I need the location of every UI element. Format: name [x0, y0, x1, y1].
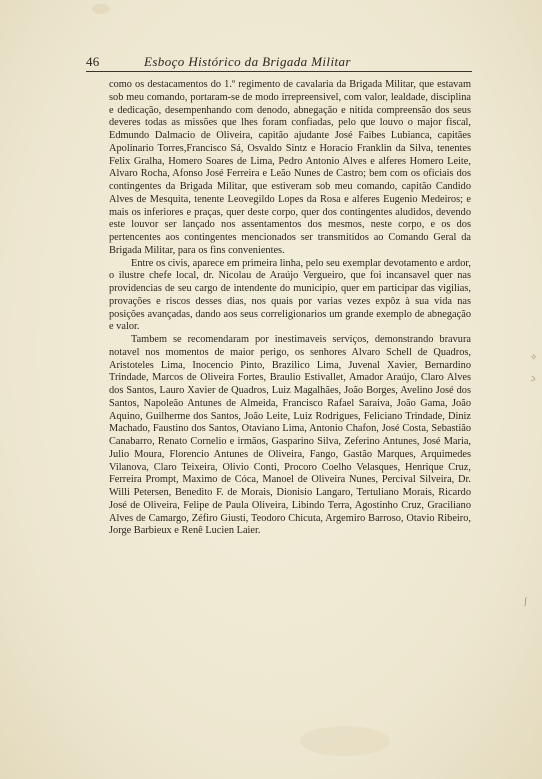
page-header	[86, 52, 472, 72]
margin-mark: ɔ	[531, 373, 535, 383]
paragraph: como os destacamentos do 1.º regimento de cavalaria da Brigada Militar, que estavam sob meu comando, portaram-se de modo irrepreensivel, com valor, lealdade, disciplina e dedicação, desempenhando com denodo, abnegação e nitida compreensão dos seus deveres todas as missões que lhes foram confiadas, pelo que louvo o major fiscal, Edmundo Dalmacio de Oliveira, capitão ajudante José Faibes Lubianca, capitães Apolinario Torres,Francisco Sá, Osvaldo Sintz e Horacio Franklin da Silva, tenentes Felix Gralha, Homero Soares de Lima, Pedro Antonio Alves e alferes Homero Leite, Alvaro Rocha, Afonso José Ferreira e Leão Nunes de Castro; bem com os oficiais dos contingentes da Brigada Militar, que estiveram sob meu comando, capitão Candido Alves de Mesquita, tenente Leovegildo Lopes da Rosa e alferes Eugenio Medeiros; e mais os inferiores e praças, quer deste corpo, quer dos contingentes aludidos, devendo este louvor ser lançado nos assentamentos dos mesmos, neste corpo, e os dos pertencentes aos contingentes mencionados ser transmitidos ao Comando Geral da Brigada Militar, para os fins convenientes.	[109, 79, 471, 256]
page-number: 46	[86, 54, 100, 69]
margin-mark: ʃ	[524, 596, 527, 606]
margin-mark: ✧	[530, 352, 538, 362]
header-rule	[86, 71, 472, 72]
paragraph: Tambem se recomendaram por inestimaveis serviços, demonstrando bravura notavel nos momentos de maior perigo, os senhores Alvaro Schell de Quadros, Aristoteles Lima, Inocencio Pinto, Brazilico Lima, Juvenal Xavier, Bernardino Trindade, Marcos de Oliveira Fortes, Braulio Estivallet, Amador Araújo, Claro Alves dos Santos, Lauro Xavier de Quadros, Luiz Magalhães, João Borges, Avelino José dos Santos, Napoleão Antunes de Almeida, Francisco Rafael Saraiva, João Gama, João Aquino, Guilherme dos Santos, João Leite, Luiz Rodrigues, Feliciano Trindade, Diniz Machado, Faustino dos Santos, Otaviano Lima, Antonio Chafon, José Costa, Sebastião Canabarro, Renato Cornelio e irmãos, Gasparino Silva, Zeferino Antunes, José Maria, Julio Moura, Florencio Antunes de Oliveira, Fango, Gastão Marques, Arquimedes Vilanova, Claro Teixeira, Olivio Conti, Procoro Coelho Velasques, Henrique Cruz, Ferreira Prompt, Maximo de Cóca, Manoel de Oliveira Nunes, Percival Silveira, Dr. Willi Petersen, Benedito F. de Morais, Dionisio Langaro, Tertuliano Morais, Ricardo José de Oliveira, Felipe de Paula Oliveira, Libindo Terra, Agostinho Cruz, Graciliano Alves de Camargo, Zéfiro Giusti, Teodoro Chicuta, Argemiro Barroso, Otavio Ribeiro, Jorge Barbieux e Renê Lucien Laier.	[109, 334, 471, 537]
paper-stain	[300, 726, 390, 756]
paper-stain	[92, 4, 110, 14]
body-text	[109, 79, 471, 538]
paragraph: Entre os civis, aparece em primeira linha, pelo seu exemplar devotamento e ardor, o ilustre chefe local, dr. Nicolau de Araújo Vergueiro, que foi incansavel quer nas providencias de seu cargo de intendente do municipio, quer em participar das vigilias, provações e riscos desses dias, nos quais por varias vezes expôz à sua vida nas posições avançadas, dando aos seus correligionarios um grande exemplo de abnegação e valor.	[109, 257, 471, 333]
running-title: Esboço Histórico da Brigada Militar	[144, 54, 351, 69]
